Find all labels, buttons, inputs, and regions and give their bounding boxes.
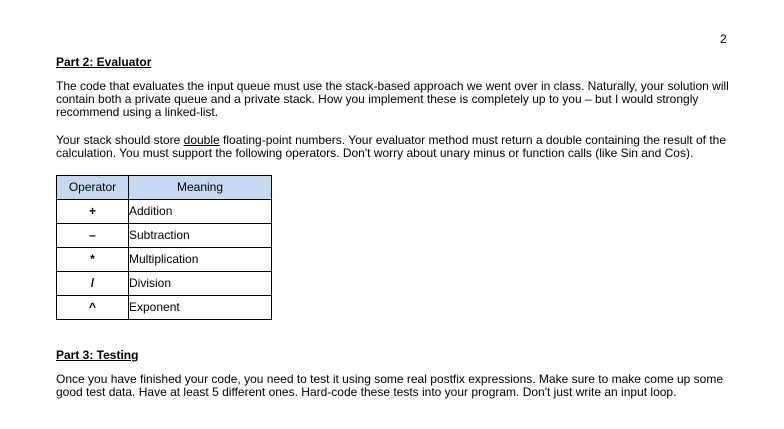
part2-heading: Part 2: Evaluator: [56, 55, 152, 69]
table-header-row: [57, 176, 272, 200]
header-operator: Operator: [57, 176, 129, 200]
underlined-double: double: [183, 133, 220, 147]
operator-cell: +: [57, 200, 129, 224]
operator-table: [56, 175, 272, 320]
meaning-cell: Addition: [129, 200, 272, 224]
meaning-cell: Subtraction: [129, 224, 272, 248]
page-number: 2: [720, 32, 727, 46]
table-row: [57, 248, 272, 272]
meaning-cell: Multiplication: [129, 248, 272, 272]
table-row: [57, 296, 272, 320]
part3-paragraph-1: Once you have finished your code, you need to test it using some real postfix expressions. Make sure to make come up some good test data. Have at least 5 different ones. Hard-code these tests into your program. Don't just write an input loop.: [56, 372, 724, 399]
operator-cell: ^: [57, 296, 129, 320]
table-row: [57, 200, 272, 224]
operator-cell: /: [57, 272, 129, 296]
operator-cell: *: [57, 248, 129, 272]
table-row: [57, 224, 272, 248]
para2-text-before: Your stack should store: [56, 133, 184, 147]
header-meaning: Meaning: [129, 176, 272, 200]
part2-paragraph-1: The code that evaluates the input queue must use the stack-based approach we went over in class. Naturally, your solution will contain both a private queue and a private stack. How you implement these is completely up to you – but I would strongly recommend using a linked-list.: [56, 79, 729, 119]
operator-cell: –: [57, 224, 129, 248]
meaning-cell: Division: [129, 272, 272, 296]
part3-heading: Part 3: Testing: [56, 348, 139, 362]
meaning-cell: Exponent: [129, 296, 272, 320]
table-row: [57, 272, 272, 296]
para2-text-after: floating-point numbers. Your evaluator method must return a double containing the result of the calculation. You must support the following operators. Don't worry about unary minus or function calls (like Sin and Cos).: [56, 133, 727, 160]
part2-paragraph-2: [56, 134, 736, 160]
